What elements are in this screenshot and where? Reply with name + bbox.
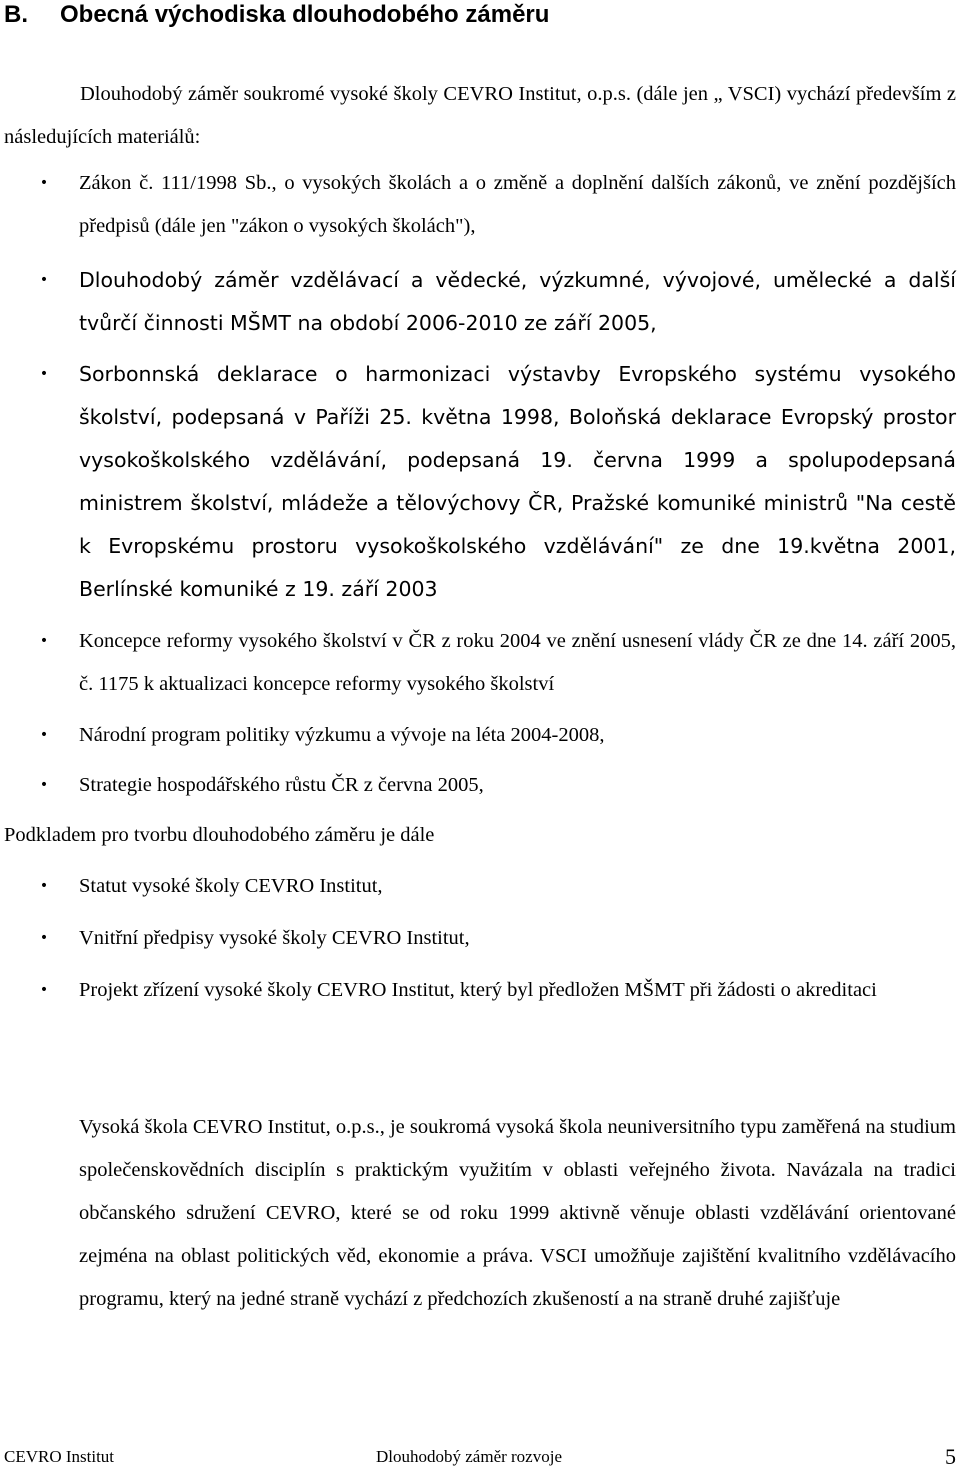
list-item-text: Projekt zřízení vysoké školy CEVRO Institut, který byl předložen MŠMT při žádosti o akreditaci	[79, 979, 877, 1001]
basis-intro: Podkladem pro tvorbu dlouhodobého záměru je dále	[4, 824, 435, 846]
list-item	[39, 620, 956, 706]
school-paragraph: Vysoká škola CEVRO Institut, o.p.s., je soukromá vysoká škola neuniversitního typu zaměřená na studium společenskovědních disciplín s praktickým využitím v oblasti veřejného života. Navázala na tradici občanského sdružení CEVRO, které se od roku 1999 aktivně věnuje oblasti vzdělávání orientované zejména na oblast politických věd, ekonomie a práva. VSCI umožňuje zajištění kvalitního vzdělávacího programu, který na jedné straně vychází z předchozích zkušeností a na straně druhé zajišťuje	[79, 1116, 956, 1310]
list-item-text: Statut vysoké školy CEVRO Institut,	[79, 875, 383, 897]
bullet-icon: •	[39, 777, 49, 793]
list-item-text: Sorbonnská deklarace o harmonizaci výstavby Evropského systému vysokého školství, podepsaná v Paříži 25. května 1998, Boloňská deklarace Evropský prostor vysokoškolského vzdělávání, podepsaná 19. června 1999 a spolupodepsaná ministrem školství, mládeže a tělovýchovy ČR, Pražské komuniké ministrů "Na cestě k Evropskému prostoru vysokoškolského vzdělávání" ze dne 19.května 2001, Berlínské komuniké z 19. září 2003	[79, 362, 956, 601]
list-item-text: Dlouhodobý záměr vzdělávací a vědecké, výzkumné, vývojové, umělecké a další tvůrčí činnosti MŠMT na období 2006-2010 ze září 2005,	[79, 268, 956, 335]
list-item	[39, 865, 956, 908]
page-number: 5	[945, 1444, 956, 1469]
bullet-icon: •	[39, 982, 49, 998]
list-item-text: Národní program politiky výzkumu a vývoje na léta 2004-2008,	[79, 724, 605, 746]
bullet-icon: •	[39, 272, 49, 288]
bullet-icon: •	[39, 727, 49, 743]
list-item	[39, 714, 956, 757]
bullet-icon: •	[39, 633, 49, 649]
list-item-text: Koncepce reformy vysokého školství v ČR z roku 2004 ve znění usnesení vlády ČR ze dne 14. září 2005, č. 1175 k aktualizaci koncepce reformy vysokého školství	[79, 630, 956, 695]
list-item	[39, 162, 956, 248]
list-item-text: Zákon č. 111/1998 Sb., o vysokých školách a o změně a doplnění dalších zákonů, ve znění pozdějších předpisů (dále jen "zákon o vysokých školách"),	[79, 172, 956, 237]
section-heading	[4, 0, 549, 30]
section-title: Obecná východiska dlouhodobého záměru	[60, 1, 550, 28]
footer-center: Dlouhodobý záměr rozvoje	[376, 1447, 562, 1466]
list-item	[39, 259, 956, 345]
bullet-icon: •	[39, 175, 49, 191]
bullet-icon: •	[39, 930, 49, 946]
list-item	[39, 353, 956, 611]
section-number: B.	[4, 1, 28, 28]
bullet-icon: •	[39, 366, 49, 382]
list-item	[39, 969, 956, 1012]
footer-left: CEVRO Institut	[4, 1447, 115, 1466]
list-item-text: Strategie hospodářského růstu ČR z června 2005,	[79, 774, 484, 796]
list-item	[39, 917, 956, 960]
page-footer	[4, 1442, 956, 1472]
list-item	[39, 764, 956, 807]
bullet-icon: •	[39, 878, 49, 894]
intro-paragraph: Dlouhodobý záměr soukromé vysoké školy CEVRO Institut, o.p.s. (dále jen „ VSCI) vychází především z následujících materiálů:	[4, 83, 956, 148]
list-item-text: Vnitřní předpisy vysoké školy CEVRO Institut,	[79, 927, 470, 949]
